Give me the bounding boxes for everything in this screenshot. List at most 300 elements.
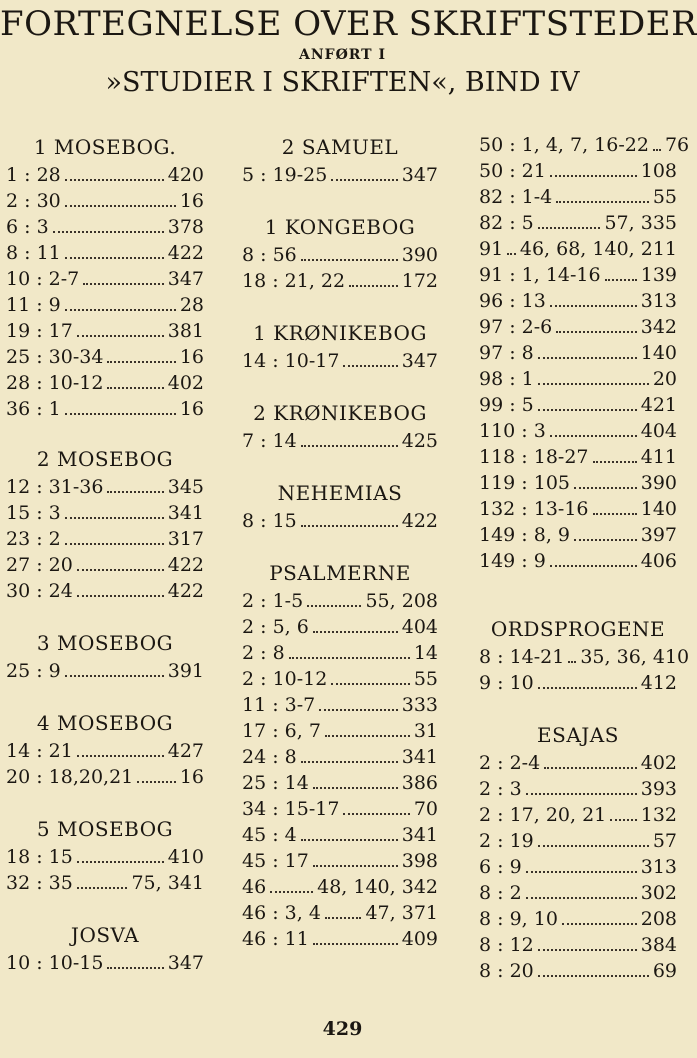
book-title: 1 KONGEBOG [264,215,416,239]
book-section [6,814,204,896]
scripture-reference: 8 : 11 [6,242,61,264]
scripture-reference: 97 : 8 [479,342,534,364]
scripture-reference: 34 : 15-17 [242,798,340,820]
scripture-reference: 2 : 1-5 [242,590,304,612]
reference-entry [479,802,677,828]
book-section [6,444,204,604]
page-references: 75, 341 [131,872,204,894]
dot-leader [77,755,164,757]
reference-entry [242,822,438,848]
reference-entry [242,796,438,822]
reference-entry [242,268,438,294]
dot-leader [538,357,637,359]
page-references: 420 [167,164,204,186]
dot-leader [325,735,410,737]
scripture-reference: 25 : 14 [242,772,309,794]
scripture-reference: 110 : 3 [479,420,546,442]
scripture-reference: 6 : 9 [479,856,522,878]
reference-entry [479,340,677,366]
page-title: FORTEGNELSE OVER SKRIFTSTEDER [0,4,697,44]
scripture-reference: 1 : 28 [6,164,61,186]
dot-leader [574,487,637,489]
page-references: 412 [640,672,677,694]
page-references: 378 [167,216,204,238]
reference-entry [479,132,690,158]
dot-leader [349,285,398,287]
reference-entry [6,318,204,344]
page-references: 347 [167,952,204,974]
dot-leader [343,813,409,815]
scripture-reference: 2 : 8 [242,642,285,664]
page-references: 427 [167,740,204,762]
page-references: 16 [179,346,204,368]
scripture-reference: 8 : 15 [242,510,297,532]
page-number: 429 [322,1018,363,1040]
reference-entry [242,692,438,718]
reference-entry [479,880,677,906]
reference-entry [479,392,677,418]
reference-entry [6,500,204,526]
reference-entry [479,210,677,236]
scripture-reference: 8 : 14-21 [479,646,565,668]
dot-leader [325,917,362,919]
dot-leader [593,513,637,515]
dot-leader [605,279,637,281]
dot-leader [65,413,176,415]
page-references: 404 [401,616,438,638]
reference-entry [6,266,204,292]
scripture-reference: 9 : 10 [479,672,534,694]
page-references: 347 [401,164,438,186]
reference-entry [242,848,438,874]
page-references: 70 [413,798,438,820]
dot-leader [526,871,637,873]
page-references: 139 [640,264,677,286]
book-section [242,398,438,454]
scripture-reference: 46 : 11 [242,928,309,950]
reference-entry [6,844,204,870]
page-references: 397 [640,524,677,546]
reference-entry [242,640,438,666]
dot-leader [65,517,164,519]
page-references: 16 [179,190,204,212]
reference-entry [479,932,677,958]
scripture-reference: 2 : 30 [6,190,61,212]
scripture-reference: 19 : 17 [6,320,73,342]
dot-leader [301,761,398,763]
page-references: 140 [640,342,677,364]
dot-leader [301,525,398,527]
page-references: 31 [413,720,438,742]
reference-entry [479,854,677,880]
book-section [6,920,204,976]
reference-entry [242,744,438,770]
scripture-reference: 7 : 14 [242,430,297,452]
dot-leader [53,231,164,233]
dot-leader [65,257,164,259]
dot-leader [538,383,649,385]
page-references: 132 [640,804,677,826]
dot-leader [77,335,164,337]
book-title: ESAJAS [537,723,619,747]
page-references: 422 [167,242,204,264]
dot-leader [301,839,398,841]
reference-entry [242,162,438,188]
page-references: 333 [401,694,438,716]
scripture-reference: 32 : 35 [6,872,73,894]
dot-leader [610,819,636,821]
page-references: 422 [167,554,204,576]
scripture-reference: 24 : 8 [242,746,297,768]
page-references: 55 [652,186,677,208]
scripture-reference: 91 : 1, 14-16 [479,264,601,286]
scripture-reference: 25 : 9 [6,660,61,682]
page-references: 140 [640,498,677,520]
index-column-1 [6,132,204,976]
scripture-reference: 36 : 1 [6,398,61,420]
page-references: 386 [401,772,438,794]
dot-leader [313,943,398,945]
scripture-reference: 11 : 9 [6,294,61,316]
dot-leader [313,787,398,789]
book-title: 1 KRØNIKEBOG [253,321,427,345]
scripture-reference: 2 : 19 [479,830,534,852]
dot-leader [538,949,637,951]
dot-leader [526,793,637,795]
scripture-reference: 50 : 21 [479,160,546,182]
scripture-reference: 23 : 2 [6,528,61,550]
scripture-reference: 2 : 10-12 [242,668,328,690]
scripture-reference: 132 : 13-16 [479,498,589,520]
scripture-reference: 97 : 2-6 [479,316,553,338]
dot-leader [313,631,398,633]
page-references: 406 [640,550,677,572]
dot-leader [550,565,637,567]
book-title: 4 MOSEBOG [36,711,174,735]
scripture-reference: 27 : 20 [6,554,73,576]
book-title: 2 MOSEBOG [36,447,174,471]
scripture-reference: 46 : 3, 4 [242,902,321,924]
dot-leader [65,543,164,545]
scripture-reference: 45 : 17 [242,850,309,872]
dot-leader [574,539,637,541]
reference-entry [6,188,204,214]
dot-leader [550,175,637,177]
page-references: 425 [401,430,438,452]
page-references: 347 [401,350,438,372]
page-references: 347 [167,268,204,290]
page-references: 48, 140, 342 [317,876,438,898]
dot-leader [538,845,649,847]
reference-entry [479,236,677,262]
scripture-reference: 45 : 4 [242,824,297,846]
page-references: 46, 68, 140, 211 [519,238,677,260]
scripture-reference: 20 : 18,20,21 [6,766,134,788]
page-references: 341 [167,502,204,524]
reference-entry [6,870,204,896]
page-references: 345 [167,476,204,498]
reference-entry [479,418,677,444]
scripture-reference: 11 : 3-7 [242,694,316,716]
dot-leader [313,865,398,867]
book-title: 1 MOSEBOG. [33,135,177,159]
scripture-reference: 2 : 2-4 [479,752,541,774]
page-references: 342 [640,316,677,338]
dot-leader [77,595,164,597]
reference-entry [6,214,204,240]
reference-list [6,162,204,422]
reference-entry [479,158,677,184]
page-subtitle: ANFØRT I [298,47,387,63]
page-references: 402 [167,372,204,394]
book-section [6,708,204,790]
dot-leader [550,305,637,307]
book-section [242,318,438,374]
page-references: 410 [167,846,204,868]
reference-list [242,428,438,454]
dot-leader [307,605,361,607]
page-references: 422 [401,510,438,532]
reference-entry [479,366,677,392]
reference-entry [479,288,677,314]
reference-entry [479,496,677,522]
dot-leader [562,923,637,925]
scripture-reference: 8 : 2 [479,882,522,904]
reference-entry [242,718,438,744]
scripture-reference: 12 : 31-36 [6,476,104,498]
reference-list [6,474,204,604]
book-title: ORDSPROGENE [490,617,666,641]
dot-leader [507,253,516,255]
page-references: 421 [640,394,677,416]
scripture-reference: 6 : 3 [6,216,49,238]
dot-leader [65,205,176,207]
scripture-reference: 10 : 10-15 [6,952,104,974]
scripture-reference: 8 : 9, 10 [479,908,558,930]
scripture-reference: 8 : 20 [479,960,534,982]
reference-list [479,750,677,984]
scripture-reference: 98 : 1 [479,368,534,390]
book-section [479,614,690,696]
dot-leader [77,887,128,889]
page-references: 55, 208 [365,590,438,612]
page-references: 390 [401,244,438,266]
reference-list [479,132,690,574]
page-references: 28 [179,294,204,316]
reference-entry [242,926,438,952]
reference-list [242,348,438,374]
reference-list [6,844,204,896]
reference-entry [6,950,204,976]
scripture-reference: 2 : 3 [479,778,522,800]
reference-entry [479,548,677,574]
scripture-reference: 50 : 1, 4, 7, 16-22 [479,134,649,156]
reference-list [6,658,204,684]
reference-list [6,738,204,790]
dot-leader [107,387,163,389]
reference-entry [242,588,438,614]
scripture-reference: 82 : 1-4 [479,186,553,208]
dot-leader [556,201,649,203]
page-references: 393 [640,778,677,800]
scripture-reference: 14 : 10-17 [242,350,340,372]
page-references: 57, 335 [604,212,677,234]
scripture-reference: 119 : 105 [479,472,571,494]
reference-entry [479,776,677,802]
dot-leader [593,461,637,463]
scripture-reference: 96 : 13 [479,290,546,312]
dot-leader [65,309,176,311]
scripture-reference: 30 : 24 [6,580,73,602]
reference-entry [242,242,438,268]
work-title: »STUDIER I SKRIFTEN«, BIND IV [105,67,580,98]
reference-entry [242,874,438,900]
reference-list [242,242,438,294]
page-references: 108 [640,160,677,182]
book-section [6,628,204,684]
reference-entry [6,658,204,684]
page-references: 172 [401,270,438,292]
page-references: 381 [167,320,204,342]
reference-entry [479,444,677,470]
scripture-reference: 91 [479,238,504,260]
reference-entry [242,900,438,926]
reference-entry [6,344,204,370]
reference-entry [242,428,438,454]
scripture-reference: 17 : 6, 7 [242,720,321,742]
dot-leader [538,687,637,689]
page-references: 16 [179,398,204,420]
scripture-reference: 15 : 3 [6,502,61,524]
dot-leader [544,767,637,769]
reference-list [479,644,690,696]
page-references: 57 [652,830,677,852]
dot-leader [331,683,409,685]
book-section [242,478,438,534]
reference-list [6,950,204,976]
reference-entry [479,314,677,340]
reference-entry [6,474,204,500]
scripture-reference: 8 : 56 [242,244,297,266]
scripture-reference: 46 [242,876,267,898]
reference-entry [479,522,677,548]
page-references: 341 [401,824,438,846]
page-references: 422 [167,580,204,602]
reference-entry [6,578,204,604]
book-title: 2 SAMUEL [281,135,399,159]
scripture-reference: 2 : 17, 20, 21 [479,804,607,826]
dot-leader [556,331,636,333]
reference-entry [479,644,690,670]
dot-leader [83,283,163,285]
dot-leader [107,967,163,969]
book-section [6,132,204,422]
reference-entry [6,526,204,552]
book-title: JOSVA [70,923,140,947]
dot-leader [65,675,164,677]
page-references: 76 [664,134,690,156]
page-references: 69 [652,960,677,982]
reference-entry [6,396,204,422]
page-references: 384 [640,934,677,956]
reference-entry [479,184,677,210]
page-references: 16 [179,766,204,788]
reference-entry [6,292,204,318]
reference-entry [479,262,677,288]
page-references: 47, 371 [365,902,438,924]
page-references: 341 [401,746,438,768]
book-section [242,212,438,294]
reference-entry [479,958,677,984]
dot-leader [568,661,576,663]
dot-leader [538,227,601,229]
page-references: 313 [640,856,677,878]
page-references: 409 [401,928,438,950]
reference-entry [6,552,204,578]
scripture-reference: 2 : 5, 6 [242,616,309,638]
scripture-reference: 18 : 15 [6,846,73,868]
reference-entry [242,614,438,640]
dot-leader [270,891,313,893]
scripture-reference: 8 : 12 [479,934,534,956]
reference-entry [6,764,204,790]
reference-entry [242,348,438,374]
reference-entry [479,828,677,854]
dot-leader [65,179,164,181]
dot-leader [107,361,175,363]
reference-entry [6,162,204,188]
scripture-reference: 149 : 8, 9 [479,524,571,546]
page-references: 208 [640,908,677,930]
page-references: 404 [640,420,677,442]
page-references: 390 [640,472,677,494]
scripture-reference: 99 : 5 [479,394,534,416]
reference-entry [479,750,677,776]
page-references: 35, 36, 410 [580,646,690,668]
scripture-reference: 18 : 21, 22 [242,270,346,292]
book-section [479,132,690,574]
reference-entry [479,906,677,932]
scripture-reference: 82 : 5 [479,212,534,234]
scripture-reference: 5 : 19-25 [242,164,328,186]
reference-entry [479,670,677,696]
book-title: 2 KRØNIKEBOG [253,401,427,425]
dot-leader [107,491,163,493]
scripture-reference: 25 : 30-34 [6,346,104,368]
book-title: 3 MOSEBOG [36,631,174,655]
book-title: 5 MOSEBOG [36,817,174,841]
page-references: 391 [167,660,204,682]
index-column-2 [242,132,438,952]
reference-list [242,508,438,534]
dot-leader [526,897,637,899]
page-references: 317 [167,528,204,550]
dot-leader [331,179,397,181]
dot-leader [77,569,164,571]
page-references: 14 [413,642,438,664]
page-references: 302 [640,882,677,904]
page-references: 313 [640,290,677,312]
reference-entry [242,770,438,796]
reference-list [242,162,438,188]
index-column-3 [479,132,690,984]
dot-leader [653,149,661,151]
dot-leader [301,445,398,447]
scripture-reference: 28 : 10-12 [6,372,104,394]
page-references: 402 [640,752,677,774]
reference-entry [242,508,438,534]
dot-leader [137,781,176,783]
